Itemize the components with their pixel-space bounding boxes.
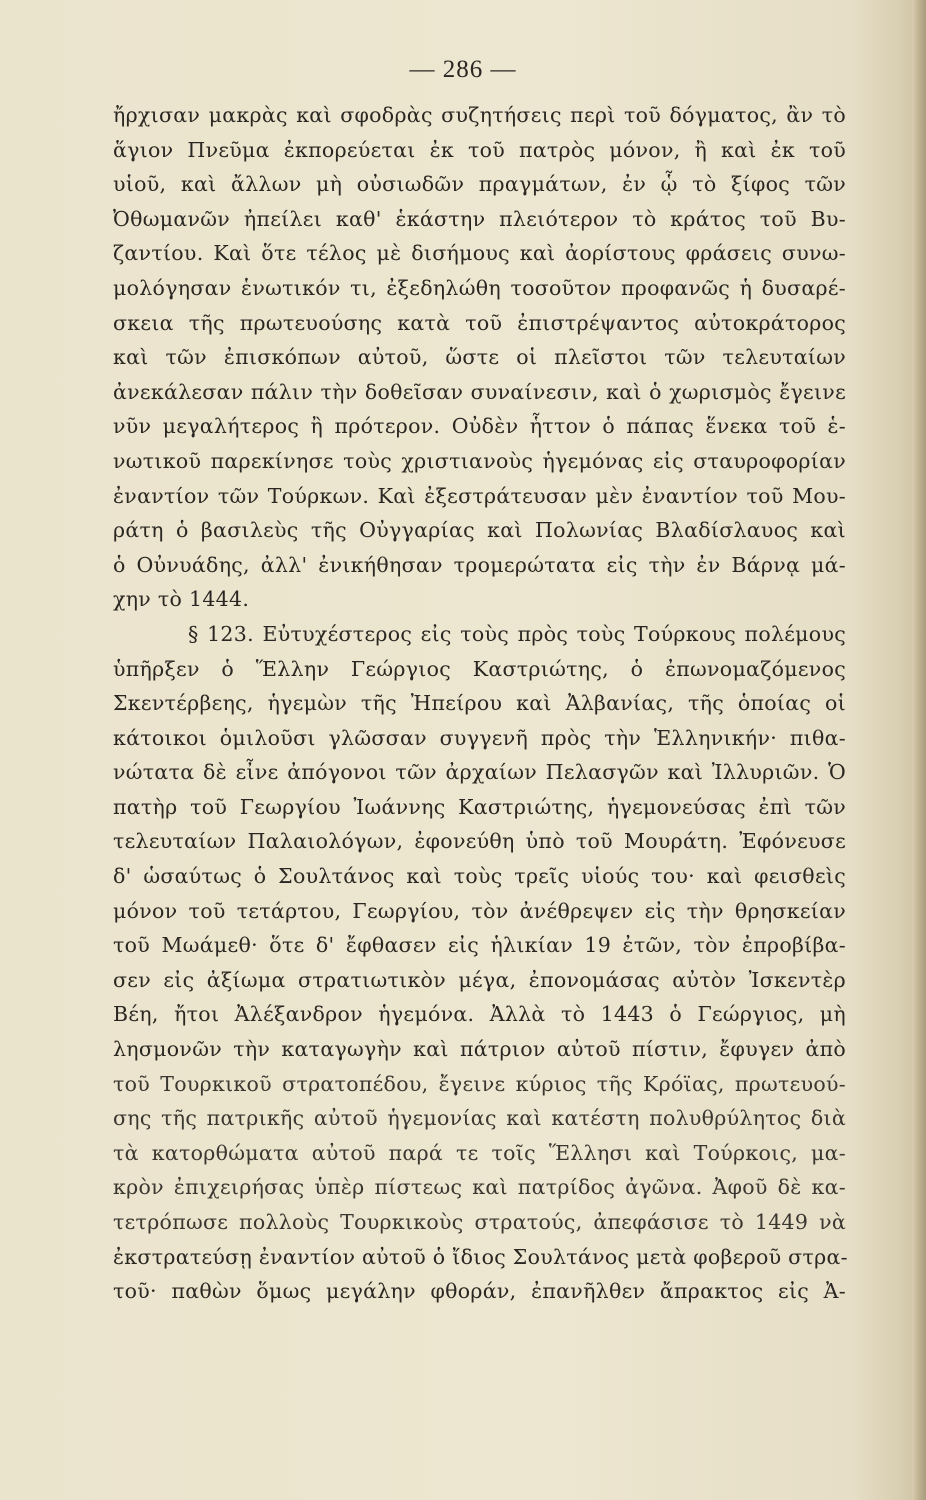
text-line: μόνον τοῦ τετάρτου, Γεωργίου, τὸν ἀνέθρεψεν εἰς τὴν θρησκείαν [113, 898, 846, 923]
text-line: νωτικοῦ παρεκίνησε τοὺς χριστιανοὺς ἡγεμόνας εἰς σταυροφορίαν [113, 448, 846, 473]
text-line: ἐναντίον τῶν Τούρκων. Καὶ ἐξεστράτευσαν μὲν ἐναντίον τοῦ Μου- [113, 483, 846, 508]
text-line: λησμονῶν τὴν καταγωγὴν καὶ πάτριον αὐτοῦ πίστιν, ἔφυγεν ἀπὸ [113, 1037, 846, 1062]
text-line: Βέη, ἤτοι Ἀλέξανδρον ἡγεμόνα. Ἀλλὰ τὸ 1443 ὁ Γεώργιος, μὴ [113, 1002, 846, 1027]
text-line: τὰ κατορθώματα αὐτοῦ παρά τε τοῖς Ἕλλησι καὶ Τούρκοις, μα- [113, 1140, 846, 1165]
text-line: τελευταίων Παλαιολόγων, ἐφονεύθη ὑπὸ τοῦ Μουράτη. Ἐφόνευσε [113, 829, 846, 854]
text-line: σκεια τῆς πρωτευούσης κατὰ τοῦ ἐπιστρέψαντος αὐτοκράτορος [113, 310, 846, 335]
text-line: πατὴρ τοῦ Γεωργίου Ἰωάννης Καστριώτης, ἡγεμονεύσας ἐπὶ τῶν [113, 794, 846, 819]
text-line: υἱοῦ, καὶ ἄλλων μὴ οὐσιωδῶν πραγμάτων, ἐν ᾧ τὸ ξίφος τῶν [113, 172, 846, 197]
text-line: καὶ τῶν ἐπισκόπων αὐτοῦ, ὥστε οἱ πλεῖστοι τῶν τελευταίων [113, 345, 846, 370]
text-line: τετρόπωσε πολλοὺς Τουρκικοὺς στρατούς, ἀπεφάσισε τὸ 1449 νὰ [113, 1210, 846, 1234]
text-line: ὁ Οὐνυάδης, ἀλλ' ἐνικήθησαν τρομερώτατα εἰς τὴν ἐν Βάρνᾳ μά- [113, 552, 846, 577]
text-line: τοῦ Τουρκικοῦ στρατοπέδου, ἔγεινε κύριος τῆς Κρόϊας, πρωτευού- [113, 1071, 846, 1096]
text-line: τοῦ Μωάμεθ· ὅτε δ' ἔφθασεν εἰς ἡλικίαν 19 ἐτῶν, τὸν ἐπροβίβα- [113, 933, 846, 958]
text-line: ἐκστρατεύσῃ ἐναντίον αὐτοῦ ὁ ἴδιος Σουλτάνος μετὰ φοβεροῦ στρα- [113, 1244, 848, 1269]
text-line: Ὀθωμανῶν ἠπείλει καθ' ἑκάστην πλειότερον τὸ κράτος τοῦ Βυ- [113, 206, 846, 231]
text-line: κάτοικοι ὁμιλοῦσι γλῶσσαν συγγενῆ πρὸς τὴν Ἑλληνικήν· πιθα- [113, 725, 846, 750]
text-line: χην τὸ 1444. [113, 587, 250, 612]
text-line: μολόγησαν ἑνωτικόν τι, ἐξεδηλώθη τοσοῦτον προφανῶς ἡ δυσαρέ- [113, 275, 846, 300]
text-line: ὑπῆρξεν ὁ Ἕλλην Γεώργιος Καστριώτης, ὁ ἐπωνομαζόμενος [113, 656, 846, 681]
body-text [113, 98, 846, 1309]
section-heading-line: § 123. Εὐτυχέστερος εἰς τοὺς πρὸς τοὺς Τούρκους πολέμους [188, 621, 846, 646]
page-number: — 286 — [409, 56, 517, 83]
page-edge-shadow [912, 0, 926, 1500]
text-line: τοῦ· παθὼν ὅμως μεγάλην φθοράν, ἐπανῆλθεν ἄπρακτος εἰς Ἀ- [113, 1279, 846, 1304]
text-line: σης τῆς πατρικῆς αὐτοῦ ἡγεμονίας καὶ κατέστη πολυθρύλητος διὰ [113, 1106, 846, 1131]
text-line: νώτατα δὲ εἶνε ἀπόγονοι τῶν ἀρχαίων Πελασγῶν καὶ Ἰλλυριῶν. Ὁ [113, 760, 846, 785]
text-line: κρὸν ἐπιχειρήσας ὑπὲρ πίστεως καὶ πατρίδος ἀγῶνα. Ἀφοῦ δὲ κα- [113, 1175, 846, 1200]
text-line: Σκεντέρβεης, ἡγεμὼν τῆς Ἠπείρου καὶ Ἀλβανίας, τῆς ὁποίας οἱ [113, 691, 846, 716]
text-line: δ' ὡσαύτως ὁ Σουλτάνος καὶ τοὺς τρεῖς υἱούς του· καὶ φεισθεὶς [113, 864, 846, 889]
text-line: ἅγιον Πνεῦμα ἐκπορεύεται ἐκ τοῦ πατρὸς μόνον, ἢ καὶ ἐκ τοῦ [113, 137, 846, 162]
text-line: ράτη ὁ βασιλεὺς τῆς Οὐγγαρίας καὶ Πολωνίας Βλαδίσλαυος καὶ [113, 518, 846, 543]
text-line: νῦν μεγαλήτερος ἢ πρότερον. Οὐδὲν ἧττον ὁ πάπας ἕνεκα τοῦ ἑ- [113, 414, 846, 439]
text-line: σεν εἰς ἀξίωμα στρατιωτικὸν μέγα, ἐπονομάσας αὐτὸν Ἰσκεντὲρ [113, 967, 846, 992]
text-line: ἀνεκάλεσαν πάλιν τὴν δοθεῖσαν συναίνεσιν, καὶ ὁ χωρισμὸς ἔγεινε [113, 379, 846, 404]
text-line: ζαντίου. Καὶ ὅτε τέλος μὲ δισήμους καὶ ἀορίστους φράσεις συνω- [113, 241, 846, 266]
text-line: ἤρχισαν μακρὰς καὶ σφοδρὰς συζητήσεις περὶ τοῦ δόγματος, ἂν τὸ [113, 103, 846, 127]
